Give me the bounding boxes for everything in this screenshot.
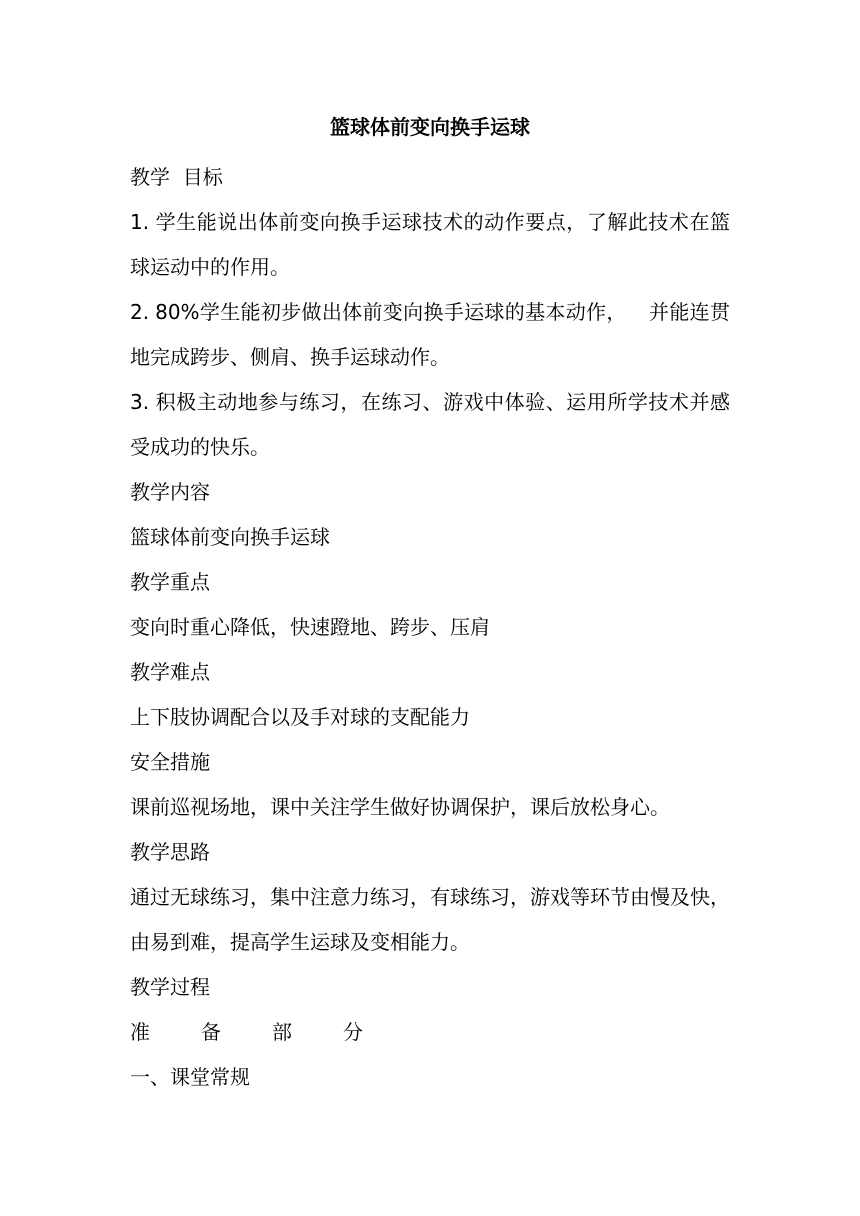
goal-text-part-b: 并能连贯地完成跨步、侧肩、换手运球动作。 — [130, 300, 731, 369]
goal-text-part-a: 80%学生能初步做出体前变向换手运球的基本动作， — [155, 300, 627, 324]
content-text: 篮球体前变向换手运球 — [130, 525, 330, 549]
approach-text: 通过无球练习，集中注意力练习，有球练习，游戏等环节由慢及快，由易到难，提高学生运球及变相能力。 — [130, 885, 730, 954]
safety-text: 课前巡视场地，课中关注学生做好协调保护，课后放松身心。 — [130, 795, 670, 819]
goal-item-2 — [130, 290, 730, 380]
goal-number: 3. — [130, 390, 150, 414]
key-point-text: 变向时重心降低，快速蹬地、跨步、压肩 — [130, 615, 490, 639]
heading-char: 部 — [272, 1020, 292, 1044]
heading-char: 分 — [343, 1020, 363, 1044]
goal-text: 积极主动地参与练习，在练习、游戏中体验、运用所学技术并感受成功的快乐。 — [130, 390, 730, 459]
goal-item-3 — [130, 380, 730, 470]
approach-heading: 教学思路 — [130, 840, 210, 864]
goal-number: 1. — [130, 210, 150, 234]
preparation-part-heading — [130, 1010, 730, 1055]
goals-heading: 教学 目标 — [130, 165, 223, 189]
heading-char: 备 — [201, 1020, 221, 1044]
safety-heading: 安全措施 — [130, 750, 210, 774]
goal-item-1 — [130, 200, 730, 290]
routine-heading: 一、课堂常规 — [130, 1065, 250, 1089]
process-heading: 教学过程 — [130, 975, 210, 999]
goal-text: 学生能说出体前变向换手运球技术的动作要点，了解此技术在篮球运动中的作用。 — [130, 210, 730, 279]
heading-char: 准 — [130, 1020, 150, 1044]
content-heading: 教学内容 — [130, 480, 210, 504]
difficulty-heading: 教学难点 — [130, 660, 210, 684]
key-point-heading: 教学重点 — [130, 570, 210, 594]
goal-number: 2. — [130, 300, 150, 324]
difficulty-text: 上下肢协调配合以及手对球的支配能力 — [130, 705, 470, 729]
document-title: 篮球体前变向换手运球 — [330, 115, 530, 139]
